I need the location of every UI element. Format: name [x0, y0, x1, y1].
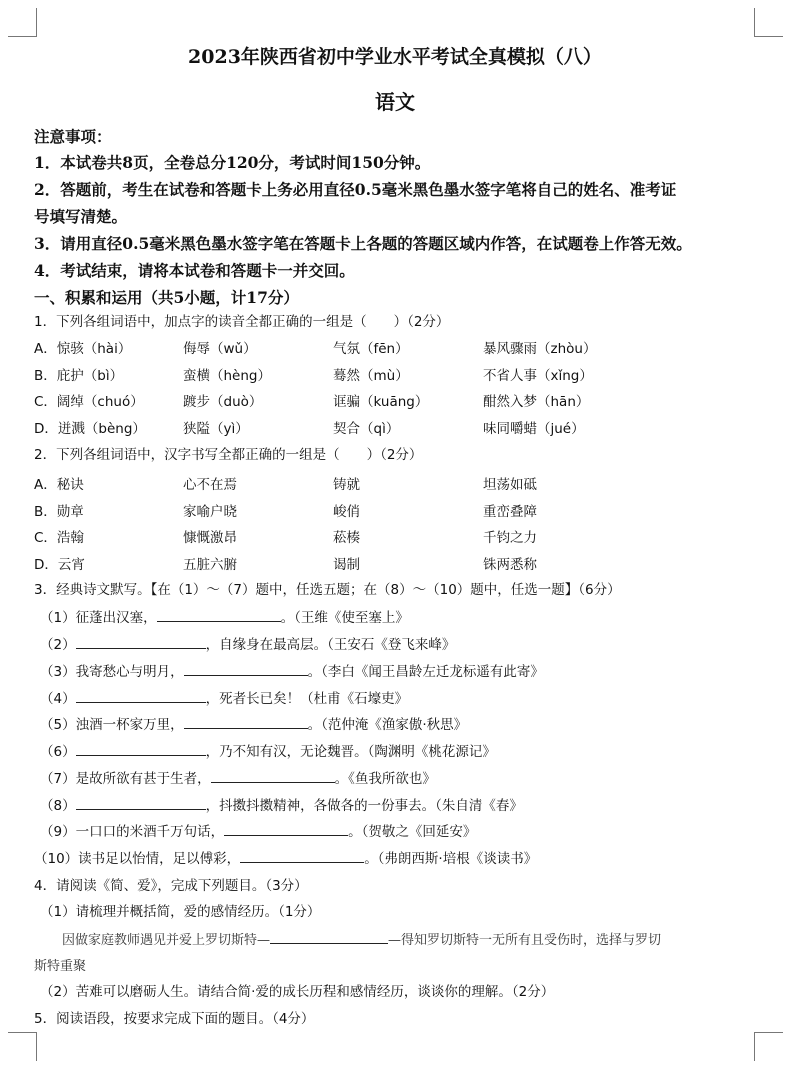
flow-text: 因做家庭教师遇见并爱上罗切斯特—: [62, 933, 271, 948]
recitation-source: 。《鱼我所欲也》: [334, 771, 436, 787]
notes-item: 号填写清楚。: [34, 207, 128, 226]
recitation-prompt: （4）: [40, 691, 76, 707]
option-cell: 蛮横（hèng）: [183, 368, 271, 384]
answer-blank[interactable]: [224, 821, 348, 836]
q4-flow-tail: 斯特重聚: [34, 959, 87, 974]
answer-blank[interactable]: [184, 714, 308, 729]
option-cell: 契合（qì）: [333, 421, 400, 437]
q3-stem: 3．经典诗文默写。【在（1）～（7）题中，任选五题；在（8）～（10）题中，任选一题】（6分）: [34, 582, 621, 598]
option-cell: 五脏六腑: [183, 557, 237, 573]
recitation-prompt: （9）一口口的米酒千万句话，: [40, 824, 225, 840]
recitation-item: [40, 633, 455, 653]
recitation-item: [40, 740, 496, 760]
notes-item: 3．请用直径0.5毫米黑色墨水签字笔在答题卡上各题的答题区域内作答，在试题卷上作答无效。: [34, 234, 692, 253]
q1-stem: 1．下列各组词语中，加点字的读音全都正确的一组是（ ）（2分）: [34, 314, 450, 330]
option-cell: 坦荡如砥: [483, 477, 537, 493]
option-cell: A．秘诀: [34, 477, 84, 493]
recitation-source: 。（贺敬之《回延安》: [348, 824, 477, 840]
option-cell: 铢两悉称: [483, 557, 537, 573]
subject-title: 语文: [375, 90, 415, 114]
q5-stem: 5．阅读语段，按要求完成下面的题目。（4分）: [34, 1011, 315, 1027]
notes-item: 2．答题前，考生在试卷和答题卡上务必用直径0.5毫米黑色墨水签字笔将自己的姓名、准考证: [34, 180, 677, 199]
recitation-source: 。（范仲淹《渔家傲·秋思》: [307, 717, 468, 733]
answer-blank[interactable]: [211, 768, 335, 783]
flow-text: —得知罗切斯特一无所有且受伤时，选择与罗切: [388, 933, 662, 948]
option-cell: 菘楱: [333, 530, 360, 546]
recitation-source: ，死者长已矣！（杜甫《石壕吏》: [205, 691, 409, 707]
option-cell: B．勋章: [34, 504, 84, 520]
corner-mark-top-left: [8, 8, 37, 37]
option-cell: 味同嚼蜡（jué）: [483, 421, 585, 437]
q4-sub1: （1）请梳理并概括简，爱的感情经历。（1分）: [40, 904, 321, 920]
recitation-item: [40, 687, 408, 707]
option-cell: 峻俏: [333, 504, 360, 520]
option-cell: 谒制: [333, 557, 360, 573]
option-cell: 诓骗（kuāng）: [333, 394, 429, 410]
recitation-prompt: （3）我寄愁心与明月，: [40, 664, 184, 680]
option-cell: 不省人事（xǐng）: [483, 368, 593, 384]
answer-blank[interactable]: [76, 795, 206, 810]
recitation-prompt: （2）: [40, 637, 76, 653]
section-heading: 一、积累和运用（共5小题，计17分）: [34, 288, 299, 307]
recitation-prompt: （8）: [40, 798, 76, 814]
option-cell: 重峦叠障: [483, 504, 537, 520]
q4-flow-line: [62, 929, 661, 948]
q2-stem: 2．下列各组词语中，汉字书写全都正确的一组是（ ）（2分）: [34, 447, 423, 463]
recitation-prompt: （7）是故所欲有甚于生者，: [40, 771, 211, 787]
answer-blank[interactable]: [76, 688, 206, 703]
recitation-item: [40, 713, 467, 733]
option-cell: 暴风骤雨（zhòu）: [483, 341, 597, 357]
recitation-item: [40, 606, 409, 626]
notes-heading: 注意事项：: [34, 127, 112, 146]
corner-mark-top-right: [754, 8, 783, 37]
option-cell: C．浩翰: [34, 530, 84, 546]
option-cell: 千钧之力: [483, 530, 537, 546]
option-cell: 慷慨激昂: [183, 530, 237, 546]
option-cell: 铸就: [333, 477, 360, 493]
recitation-source: 。（王维《使至塞上》: [280, 610, 409, 626]
option-cell: D．云宵: [34, 557, 85, 573]
option-cell: 狭隘（yì）: [183, 421, 249, 437]
recitation-prompt: （10）读书足以怡情，足以傅彩，: [34, 851, 241, 867]
recitation-prompt: （6）: [40, 744, 76, 760]
recitation-source: ，抖擞抖擞精神，各做各的一份事去。（朱自清《春》: [205, 798, 523, 814]
answer-blank[interactable]: [240, 848, 364, 863]
notes-item: 1．本试卷共8页，全卷总分120分，考试时间150分钟。: [34, 153, 431, 172]
option-cell: C．阔绰（chuó）: [34, 394, 144, 410]
option-cell: 酣然入梦（hān）: [483, 394, 590, 410]
recitation-item: [40, 660, 544, 680]
exam-title: 2023年陕西省初中学业水平考试全真模拟（八）: [188, 46, 602, 68]
corner-mark-bottom-right: [754, 1032, 783, 1061]
answer-blank[interactable]: [76, 634, 206, 649]
recitation-item: [34, 847, 537, 867]
recitation-prompt: （5）浊酒一杯家万里，: [40, 717, 184, 733]
answer-blank[interactable]: [157, 607, 281, 622]
recitation-item: [40, 820, 476, 840]
option-cell: 侮辱（wǔ）: [183, 341, 257, 357]
q4-stem: 4．请阅读《简、爱》，完成下列题目。（3分）: [34, 878, 308, 894]
option-cell: 踱步（duò）: [183, 394, 263, 410]
answer-blank[interactable]: [184, 661, 308, 676]
recitation-item: [40, 767, 436, 787]
recitation-source: 。（李白《闻王昌龄左迁龙标遥有此寄》: [307, 664, 544, 680]
option-cell: A．惊骇（hài）: [34, 341, 132, 357]
recitation-source: ，自缘身在最高层。（王安石《登飞来峰》: [205, 637, 456, 653]
option-cell: D．迸溅（bèng）: [34, 421, 146, 437]
option-cell: 家喻户晓: [183, 504, 237, 520]
recitation-source: ，乃不知有汉，无论魏晋。（陶渊明《桃花源记》: [205, 744, 496, 760]
recitation-source: 。（弗朗西斯·培根《谈读书》: [364, 851, 538, 867]
answer-blank[interactable]: [76, 741, 206, 756]
notes-item: 4．考试结束，请将本试卷和答题卡一并交回。: [34, 261, 355, 280]
q4-sub2: （2）苦难可以磨砺人生。请结合简·爱的成长历程和感情经历，谈谈你的理解。（2分）: [40, 984, 555, 1000]
recitation-item: [40, 794, 523, 814]
option-cell: 心不在焉: [183, 477, 237, 493]
corner-mark-bottom-left: [8, 1032, 37, 1061]
option-cell: B．庇护（bì）: [34, 368, 124, 384]
option-cell: 蓦然（mù）: [333, 368, 409, 384]
option-cell: 气氛（fēn）: [333, 341, 409, 357]
answer-blank[interactable]: [270, 929, 388, 944]
recitation-prompt: （1）征蓬出汉塞，: [40, 610, 157, 626]
